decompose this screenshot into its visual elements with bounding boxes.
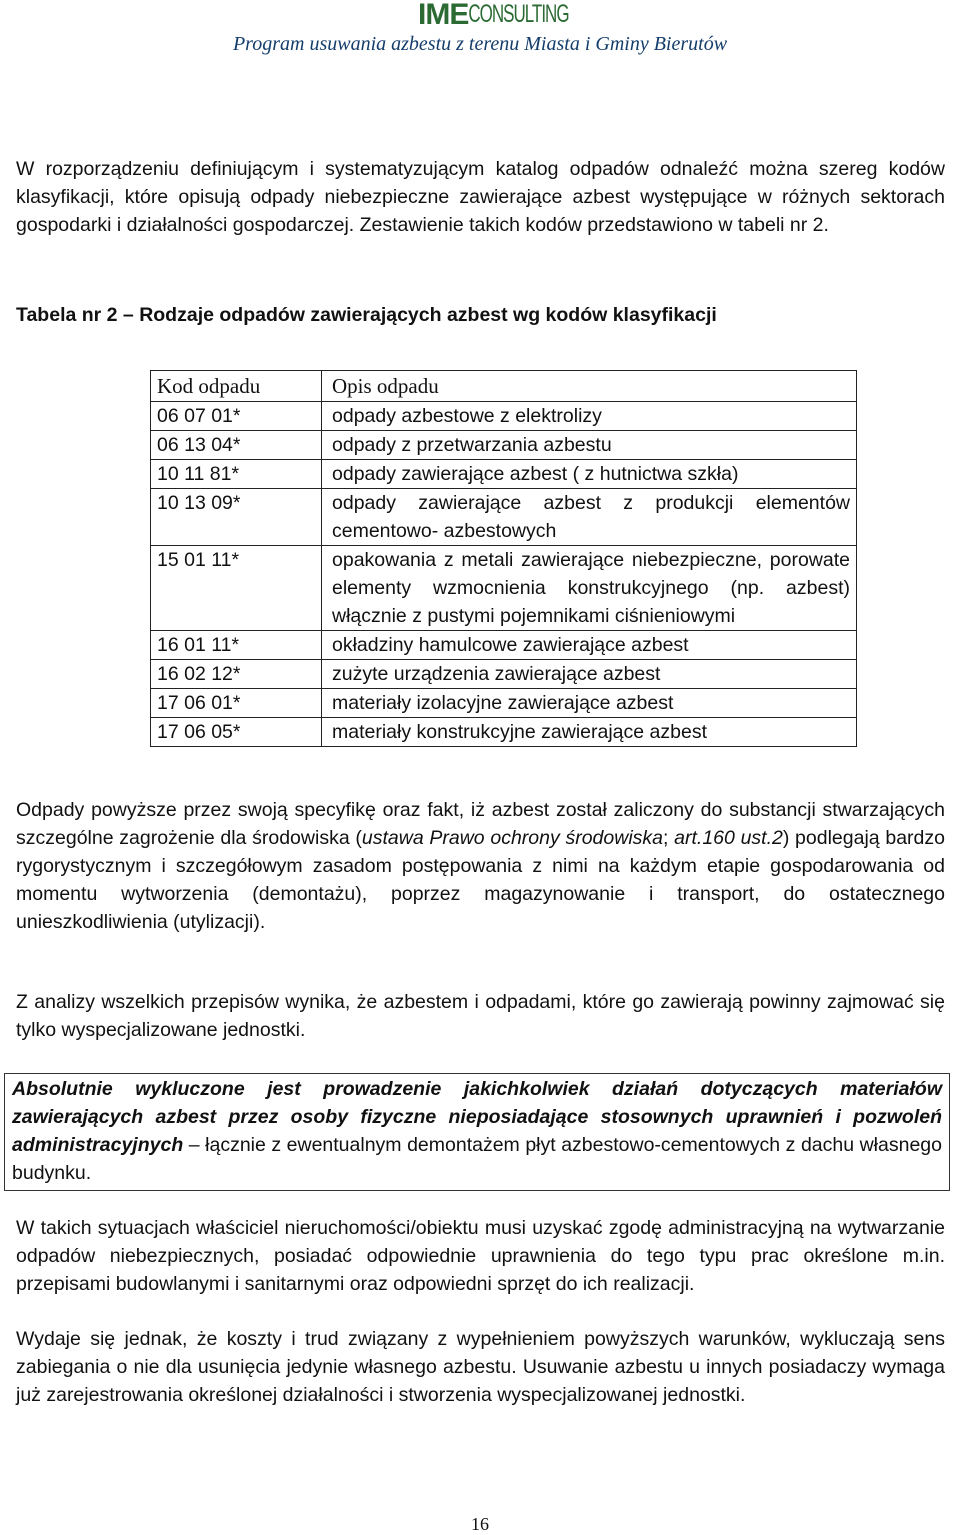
document-subtitle: Program usuwania azbestu z terenu Miasta i Gminy Bierutów	[232, 33, 728, 55]
header-description: Opis odpadu	[322, 371, 857, 402]
table-caption: Tabela nr 2 – Rodzaje odpadów zawierających azbest wg kodów klasyfikacji	[16, 304, 717, 326]
table-row	[151, 402, 857, 431]
waste-code: 17 06 01*	[151, 689, 322, 718]
waste-description: materiały izolacyjne zawierające azbest	[322, 689, 857, 718]
waste-code: 06 13 04*	[151, 431, 322, 460]
separator: ;	[663, 827, 675, 849]
waste-code: 17 06 05*	[151, 718, 322, 747]
waste-description: zużyte urządzenia zawierające azbest	[322, 660, 857, 689]
article-reference: art.160 ust.2	[674, 827, 783, 849]
waste-description: odpady zawierające azbest z produkcji elementów cementowo- azbestowych	[322, 489, 857, 546]
waste-description: materiały konstrukcyjne zawierające azbest	[322, 718, 857, 747]
table-header-row	[151, 371, 857, 402]
header-rule	[0, 62, 960, 64]
warning-text: – łącznie z ewentualnym demontażem płyt azbestowo-cementowych z dachu własnego budynku.	[12, 1134, 942, 1184]
waste-description: odpady zawierające azbest ( z hutnictwa szkła)	[322, 460, 857, 489]
paragraph-owner-requirements: W takich sytuacjach właściciel nieruchomości/obiektu musi uzyskać zgodę administracyjną na wytwarzanie odpadów niebezpiecznych, posiadać odpowiednie uprawnienia do tego typu prac określone m.in. przepisami budowlanymi i sanitarnymi oraz odpowiedni sprzęt do ich realizacji.	[16, 1217, 945, 1295]
table-row	[151, 689, 857, 718]
waste-code: 10 13 09*	[151, 489, 322, 546]
warning-box	[4, 1073, 950, 1191]
paragraph-text: ) podlegają bardzo rygorystycznym i szczegółowym zasadom postępowania z nimi na każdym etapie gospodarowania od momentu wytworzenia (demontażu), poprzez magazynowanie i transport, do ostatecznego unieszkodliwienia (utylizacji).	[16, 827, 945, 933]
waste-description: opakowania z metali zawierające niebezpieczne, porowate elementy wzmocnienia konstrukcyjnego (np. azbest) włącznie z pustymi pojemnikami ciśnieniowymi	[322, 546, 857, 631]
waste-code: 16 02 12*	[151, 660, 322, 689]
waste-description: okładziny hamulcowe zawierające azbest	[322, 631, 857, 660]
table-row	[151, 489, 857, 546]
table-row	[151, 660, 857, 689]
table-row	[151, 631, 857, 660]
table-row	[151, 431, 857, 460]
company-logo	[418, 0, 569, 30]
waste-codes-table	[150, 370, 857, 747]
page-header	[0, 0, 960, 64]
paragraph-specialists: Z analizy wszelkich przepisów wynika, że azbestem i odpadami, które go zawierają powinny zajmować się tylko wyspecjalizowane jednostki.	[16, 991, 945, 1041]
table-row	[151, 546, 857, 631]
page-number: 16	[471, 1514, 489, 1534]
logo-light: CONSULTING	[468, 0, 569, 28]
law-reference: ustawa Prawo ochrony środowiska	[361, 827, 663, 849]
waste-description: odpady z przetwarzania azbestu	[322, 431, 857, 460]
paragraph-text: Odpady powyższe przez swoją specyfikę oraz fakt, iż azbest został zaliczony do substancji stwarzających szczególne zagrożenie dla środowiska (	[16, 799, 945, 849]
table-row	[151, 718, 857, 747]
waste-code: 06 07 01*	[151, 402, 322, 431]
waste-code: 10 11 81*	[151, 460, 322, 489]
paragraph-regulations	[16, 796, 945, 936]
logo-bold: IME	[418, 0, 469, 31]
table-row	[151, 460, 857, 489]
waste-code: 16 01 11*	[151, 631, 322, 660]
header-code: Kod odpadu	[151, 371, 322, 402]
waste-description: odpady azbestowe z elektrolizy	[322, 402, 857, 431]
intro-paragraph: W rozporządzeniu definiującym i systematyzującym katalog odpadów odnaleźć można szereg kodów klasyfikacji, które opisują odpady niebezpieczne zawierające azbest występujące w różnych sektorach gospodarki i działalności gospodarczej. Zestawienie takich kodów przedstawiono w tabeli nr 2.	[16, 158, 945, 236]
waste-code: 15 01 11*	[151, 546, 322, 631]
paragraph-costs: Wydaje się jednak, że koszty i trud związany z wypełnieniem powyższych warunków, wykluczają sens zabiegania o nie dla usunięcia jedynie własnego azbestu. Usuwanie azbestu u innych posiadaczy wymaga już zarejestrowania określonej działalności i stworzenia wyspecjalizowanej jednostki.	[16, 1328, 945, 1406]
warning-emphasis: Absolutnie wykluczone jest prowadzenie jakichkolwiek działań dotyczących materiałów zawierających azbest przez osoby fizyczne nieposiadające stosownych uprawnień i pozwoleń administracyjnych	[12, 1078, 942, 1156]
